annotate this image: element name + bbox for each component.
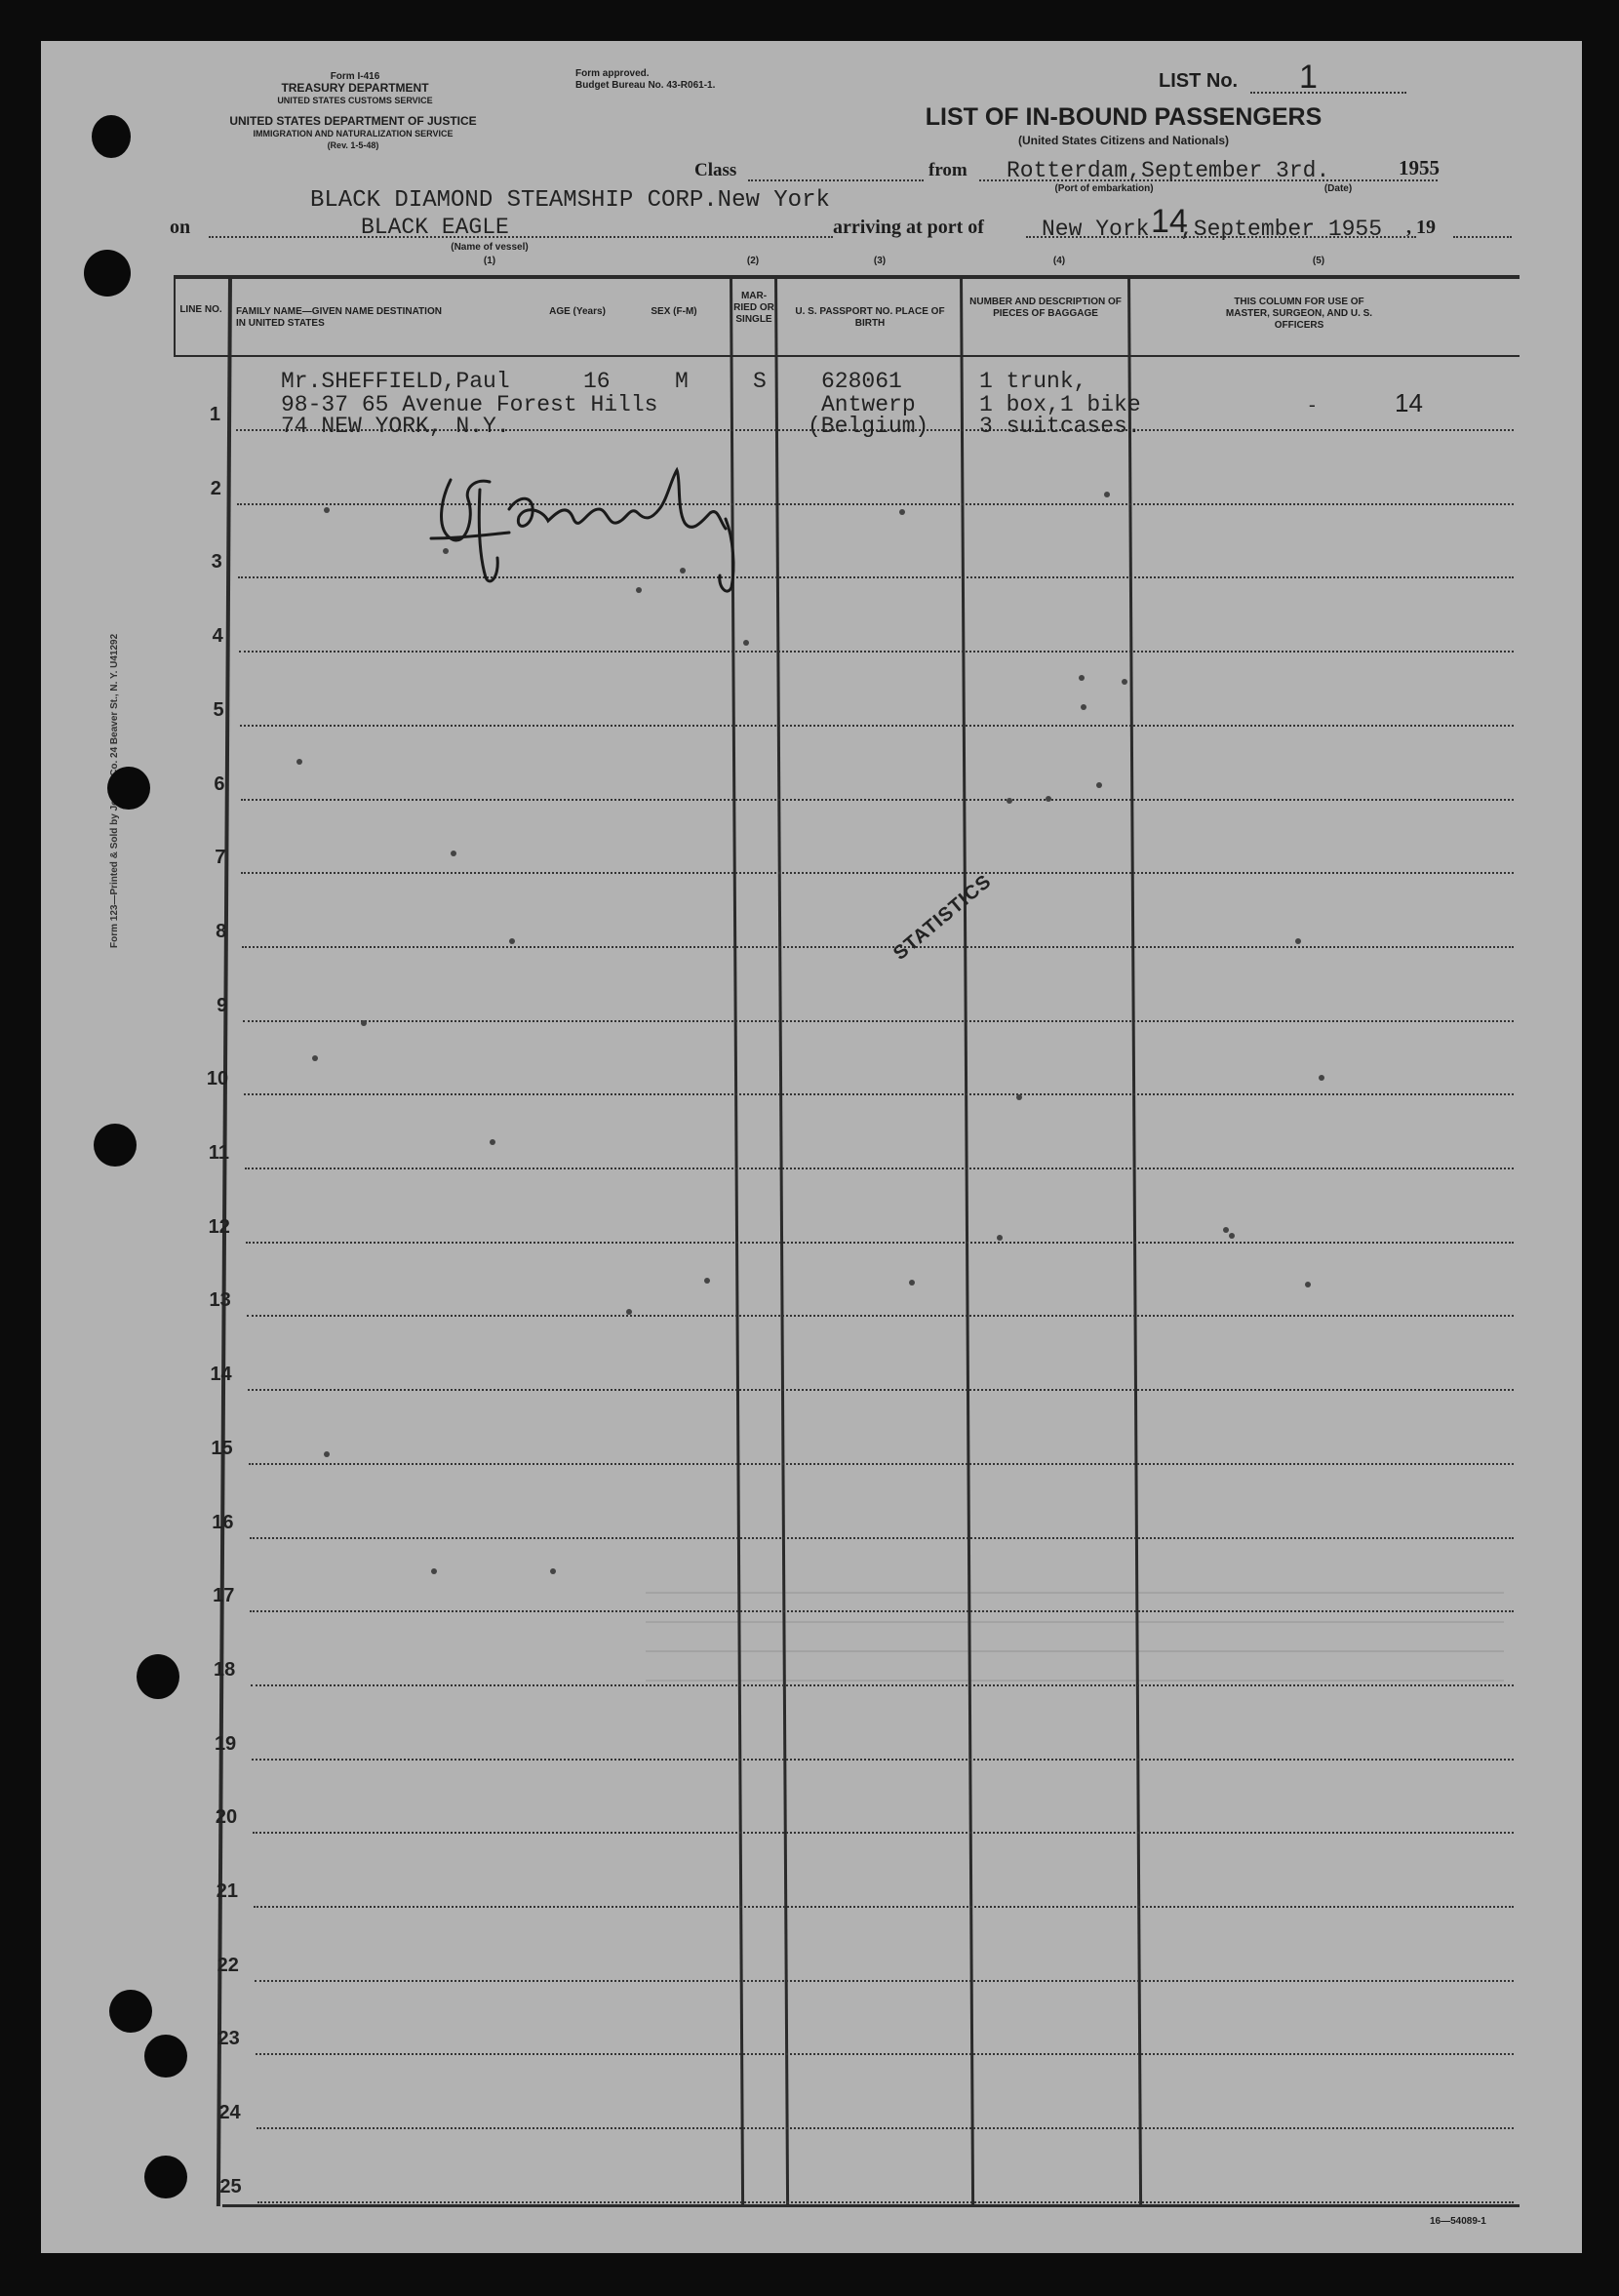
- arrival-date: ,September 1955: [1180, 217, 1383, 242]
- line-number: 24: [218, 2102, 241, 2124]
- line-number: 5: [213, 698, 224, 721]
- scan-speck: [550, 1568, 556, 1574]
- entry-rule: [247, 1315, 1514, 1317]
- scan-speck: [1295, 938, 1301, 944]
- scan-speck: [1223, 1227, 1229, 1233]
- col-num-1: (1): [483, 256, 496, 266]
- arrival-day: 14: [1151, 203, 1188, 240]
- list-number: 1: [1299, 59, 1318, 96]
- scan-speck: [361, 1020, 367, 1026]
- baggage-line-3: 3 suitcases.: [979, 414, 1141, 439]
- footer-code: 16—54089-1: [1430, 2216, 1486, 2227]
- line-number: 6: [214, 772, 225, 795]
- form-id: Form I-416: [330, 71, 380, 82]
- list-label: LIST No.: [1159, 70, 1239, 92]
- scan-speck: [1079, 675, 1085, 681]
- entry-rule: [240, 725, 1514, 727]
- col-header-name: FAMILY NAME—GIVEN NAME DESTINATION IN UNITED STATES: [236, 306, 442, 329]
- class-label: Class: [694, 160, 737, 180]
- entry-rule: [252, 1759, 1514, 1761]
- entry-rule: [253, 1832, 1514, 1834]
- punch-hole: [144, 2156, 187, 2198]
- col-header-age: AGE (Years): [549, 306, 606, 317]
- baggage-line-1: 1 trunk,: [979, 369, 1087, 394]
- scan-speck: [1016, 1094, 1022, 1100]
- birth-country: (Belgium): [808, 414, 929, 439]
- punch-hole: [84, 250, 131, 297]
- table-bottom-border: [222, 2204, 1520, 2207]
- entry-rule: [239, 651, 1514, 653]
- budget-bureau: Budget Bureau No. 43-R061-1.: [575, 80, 716, 91]
- passenger-married: S: [753, 369, 767, 394]
- line-number: 12: [208, 1215, 230, 1238]
- col-header-sex: SEX (F-M): [651, 306, 697, 317]
- scan-speck: [899, 509, 905, 515]
- arriving-label: arriving at port of: [833, 217, 984, 238]
- from-label: from: [928, 160, 967, 180]
- col-header-baggage: NUMBER AND DESCRIPTION OF PIECES OF BAGGAGE: [969, 297, 1122, 319]
- line-number: 19: [214, 1732, 237, 1755]
- scan-speck: [704, 1278, 710, 1284]
- entry-rule: [249, 1463, 1514, 1465]
- passport-number: 628061: [821, 369, 902, 394]
- baggage-line-2: 1 box,1 bike: [979, 392, 1141, 417]
- scan-speck: [1046, 796, 1051, 802]
- scan-speck: [909, 1280, 915, 1286]
- rev-date: (Rev. 1-5-48): [327, 140, 379, 150]
- scan-speck: [509, 938, 515, 944]
- line-number: 16: [212, 1511, 234, 1533]
- entry-rule: [246, 1242, 1514, 1244]
- line-number: 18: [214, 1658, 236, 1681]
- table-top-border: [174, 275, 1520, 279]
- line-number: 15: [211, 1437, 233, 1459]
- inspector-signature: [421, 441, 792, 607]
- port-caption: (Port of embarkation): [1054, 183, 1154, 194]
- embarkation-year: 1955: [1399, 156, 1440, 179]
- entry-rule: [256, 2053, 1514, 2055]
- punch-hole: [144, 2035, 187, 2078]
- entry-rule: [254, 1906, 1514, 1908]
- officer-mark: -: [1309, 394, 1316, 416]
- scan-speck: [324, 507, 330, 513]
- scan-speck: [296, 759, 302, 765]
- entry-rule: [250, 1537, 1515, 1539]
- on-label: on: [170, 217, 191, 238]
- header-bottom-rule: [174, 355, 1520, 357]
- line-number: 1: [209, 404, 220, 425]
- entry-rule: [242, 946, 1514, 948]
- scan-speck: [1081, 704, 1086, 710]
- punch-hole: [137, 1654, 179, 1699]
- entry-rule: [241, 799, 1515, 801]
- scan-speck: [431, 1568, 437, 1574]
- officer-note: 14: [1395, 388, 1423, 417]
- line-number: 17: [213, 1585, 235, 1607]
- scan-speck: [312, 1055, 318, 1061]
- scan-speck: [1305, 1282, 1311, 1287]
- entry-rule: [244, 1093, 1514, 1095]
- scan-speck: [1007, 798, 1012, 804]
- form-approved: Form approved.: [575, 68, 650, 79]
- justice-heading: UNITED STATES DEPARTMENT OF JUSTICE: [229, 114, 477, 128]
- date-caption: (Date): [1323, 183, 1353, 194]
- scan-speck: [1319, 1075, 1324, 1081]
- punch-hole: [107, 767, 150, 810]
- manifest-page: [41, 41, 1582, 2253]
- col-num-4: (4): [1052, 256, 1066, 266]
- scan-speck: [1096, 782, 1102, 788]
- punch-hole: [94, 1124, 137, 1167]
- ins-heading: IMMIGRATION AND NATURALIZATION SERVICE: [253, 129, 454, 139]
- entry-rule: [257, 2201, 1514, 2203]
- line-number: 4: [212, 625, 223, 648]
- line-number: 20: [215, 1806, 238, 1829]
- scan-speck: [743, 640, 749, 646]
- punch-hole: [109, 1990, 152, 2033]
- passenger-name: Mr.SHEFFIELD,Paul: [281, 369, 510, 394]
- col-header-married: MAR-RIED OR SINGLE: [733, 291, 774, 325]
- line-number: 8: [216, 920, 227, 942]
- birth-place: Antwerp: [821, 392, 916, 417]
- col-num-5: (5): [1312, 256, 1325, 266]
- entry-rule: [243, 1020, 1514, 1022]
- scan-speck: [324, 1451, 330, 1457]
- scan-speck: [1229, 1233, 1235, 1239]
- page-subtitle: (United States Citizens and Nationals): [1017, 134, 1230, 147]
- passenger-address-2: 74 NEW YORK, N.Y.: [281, 414, 510, 439]
- line-number: 21: [216, 1880, 238, 1902]
- statistics-stamp: STATISTICS: [889, 870, 996, 965]
- line-number: 10: [206, 1068, 229, 1090]
- line-number: 14: [210, 1364, 232, 1386]
- scan-speck: [490, 1139, 495, 1145]
- col-header-officers: THIS COLUMN FOR USE OF MASTER, SURGEON, AND U. S. OFFICERS: [1225, 297, 1373, 331]
- scan-speck: [1104, 492, 1110, 497]
- arrival-port: New York: [1042, 217, 1150, 242]
- entry-rule: [255, 1980, 1514, 1982]
- line-number: 13: [209, 1289, 231, 1312]
- col-divider-line: [174, 275, 176, 357]
- page-title: LIST OF IN-BOUND PASSENGERS: [925, 103, 1323, 131]
- scan-speck: [1122, 679, 1127, 685]
- passenger-sex: M: [675, 369, 689, 394]
- line-number: 25: [219, 2175, 242, 2197]
- vessel-caption: (Name of vessel): [451, 242, 529, 253]
- line-number: 3: [211, 551, 222, 574]
- entry-rule: [241, 872, 1514, 874]
- bleed-through-shadow: [646, 1592, 1504, 1709]
- customs-heading: UNITED STATES CUSTOMS SERVICE: [277, 96, 433, 105]
- col-num-3: (3): [873, 256, 887, 266]
- treasury-heading: TREASURY DEPARTMENT: [281, 81, 429, 95]
- passenger-age: 16: [583, 369, 611, 394]
- entry-rule: [257, 2127, 1514, 2129]
- year-suffix: , 19: [1406, 217, 1436, 238]
- scan-speck: [997, 1235, 1003, 1241]
- scan-speck: [451, 851, 456, 856]
- line-number: 9: [217, 994, 228, 1016]
- line-number: 7: [215, 847, 226, 869]
- punch-hole: [92, 115, 131, 158]
- col-header-passport: U. S. PASSPORT NO. PLACE OF BIRTH: [795, 306, 945, 329]
- embarkation-port-date: Rotterdam,September 3rd.: [1007, 158, 1330, 183]
- col-num-2: (2): [746, 256, 760, 266]
- vessel-name: BLACK EAGLE: [361, 215, 509, 240]
- col-header-line-no: LINE NO.: [179, 304, 222, 315]
- entry-rule: [248, 1389, 1514, 1391]
- company-name: BLACK DIAMOND STEAMSHIP CORP.New York: [310, 187, 830, 214]
- scan-speck: [626, 1309, 632, 1315]
- line-number: 23: [217, 2028, 240, 2050]
- entry-rule: [245, 1168, 1514, 1169]
- line-number: 11: [208, 1142, 229, 1164]
- passenger-address-1: 98-37 65 Avenue Forest Hills: [281, 392, 658, 417]
- line-number: 22: [217, 1954, 239, 1976]
- line-number: 2: [210, 477, 221, 499]
